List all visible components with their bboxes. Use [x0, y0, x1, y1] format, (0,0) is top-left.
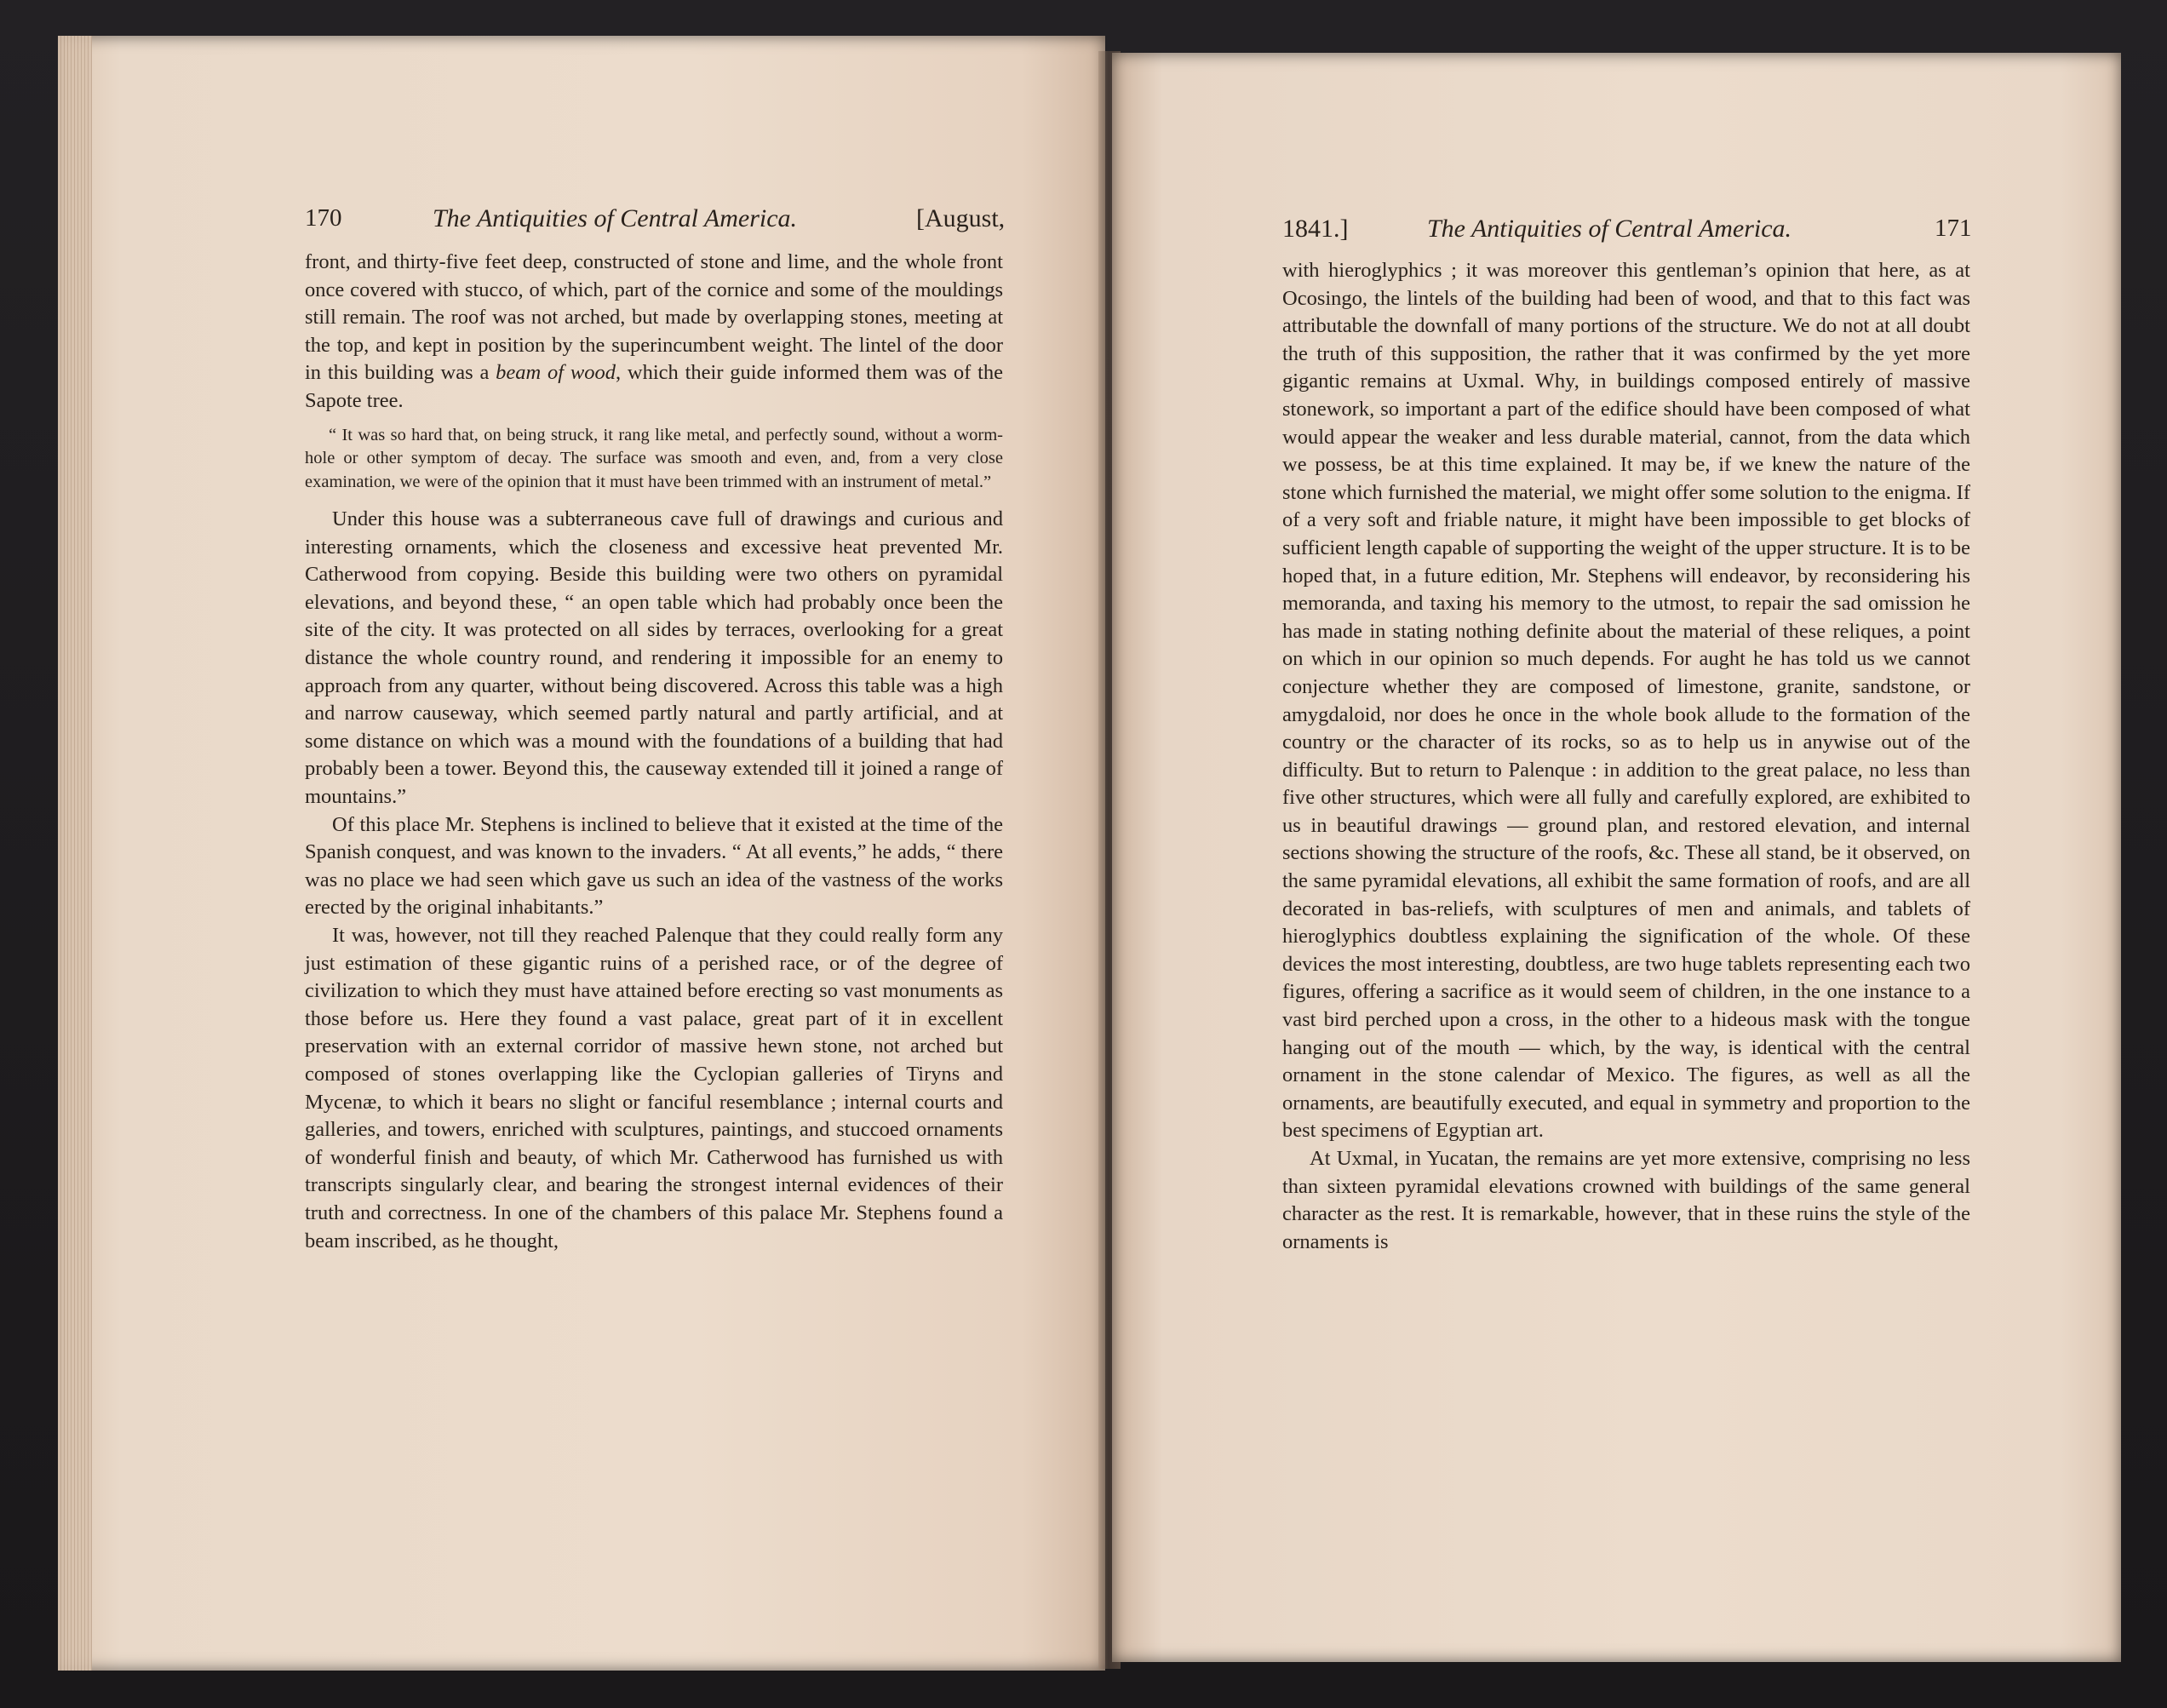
- right-page-number: 171: [1935, 215, 1972, 242]
- right-paragraph-2: At Uxmal, in Yucatan, the remains are yet more extensive, comprising no less than sixteen pyramidal elevations crowned with buildings of the same general character as the rest. It is remarkable, however, that in these ruins the style of the ornaments is: [1282, 1147, 1970, 1253]
- left-paragraph-1: [305, 249, 1003, 416]
- block-quote: [305, 424, 1003, 495]
- left-page: [58, 36, 1105, 1671]
- page-edge-stack: [58, 36, 92, 1671]
- left-paragraph-3: Of this place Mr. Stephens is inclined to believe that it existed at the time of the Spanish conquest, and was known to the invaders. “ At all events,” he adds, “ there was no place we had seen which gave us such an idea of the vastness of the works erected by the original inhabitants.”: [305, 812, 1003, 920]
- left-running-month: [August,: [916, 204, 1006, 232]
- left-page-number: 170: [305, 204, 342, 232]
- quote-text: “ It was so hard that, on being struck, it rang like metal, and perfectly sound, without a worm-hole or other symptom of decay. The surface was smooth and even, and, from a very close examination, we were of the opinion that it must have been trimmed with an instrument of metal.”: [305, 425, 1003, 491]
- left-text-block: [305, 249, 1003, 1255]
- right-running-head: [1282, 215, 1981, 249]
- right-running-year: 1841.]: [1282, 215, 1349, 243]
- left-running-title: The Antiquities of Central America.: [433, 204, 798, 232]
- paragraph-segment: , which their guide informed them was of the Sapote tree.: [305, 361, 1004, 412]
- right-paragraph-1: with hieroglyphics ; it was moreover this gentleman’s opinion that here, as at Ocosingo, the lintels of the building had been of wood, and that to this fact was attributable the downfall of many portions of the structure. We do not at all doubt the truth of this supposition, the rather that it was confirmed by the yet more gigantic remains at Uxmal. Why, in buildings composed entirely of massive stonework, so important a part of the edifice should have been composed of what would appear the weaker and less durable material, cannot, from the data which we possess, be at this time explained. It may be, if we knew the nature of the stone which furnished the material, we might offer some solution to the enigma. If of a very soft and friable nature, it might have been impossible to get blocks of sufficient length capable of supporting the weight of the upper structure. It is to be hoped that, in a future edition, Mr. Stephens will endeavor, by reconsidering his memoranda, and taxing his memory to the utmost, to repair the sad omission he has made in stating nothing definite about the material of these reliques, a point on which in our opinion so much depends. For aught he has told us we cannot conjecture whether they are composed of limestone, granite, sandstone, or amygdaloid, nor does he once in the whole book allude to the formation of the country or the character of its rocks, so as to help us in anywise out of the difficulty. But to return to Palenque : in addition to the great palace, no less than five other structures, which were all fully and carefully explored, are exhibited to us in beautiful drawings — ground plan, and restored elevation, and internal sections showing the structure of the roofs, &c. These all stand, be it observed, on the same pyramidal elevations, all exhibit the same formation of roofs, and are all decorated in bas-reliefs, with sculptures of men and animals, and tablets of hieroglyphics doubtless explaining the signification of the whole. Of these devices the most interesting, doubtless, are two huge tablets representing each two figures, offering a sacrifice as it would seem of children, in the one instance to a vast bird perched upon a cross, in the other to a hideous mask with the tongue hanging out of the mouth — which, by the way, is identical with the central ornament in the stone calendar of Mexico. The figures, as well as all the ornaments, are beautifully executed, and equal in symmetry and proportion to the best specimens of Egyptian art.: [1282, 259, 1970, 1143]
- italic-phrase: beam of wood: [496, 361, 616, 385]
- right-text-block: [1282, 257, 1970, 1256]
- left-paragraph-4: It was, however, not till they reached Palenque that they could really form any just estimation of these gigantic ruins of a perished race, or of the degree of civilization to which they must have attained before erecting so vast monuments as those before us. Here they found a vast palace, great part of it in excellent preservation with an external corridor of massive hewn stone, not arched but composed of stones overlapping like the Cyclopian galleries of Tiryns and Mycenæ, to which it bears no slight or fanciful resemblance ; internal courts and galleries, and towers, enriched with sculptures, paintings, and stuccoed ornaments of wonderful finish and beauty, of which Mr. Catherwood has furnished us with transcripts singularly clear, and bearing the strongest internal evidences of their truth and correctness. In one of the chambers of this palace Mr. Stephens found a beam inscribed, as he thought,: [305, 923, 1003, 1252]
- left-paragraph-2: Under this house was a subterraneous cave full of drawings and curious and interesting ornaments, which the closeness and excessive heat prevented Mr. Catherwood from copying. Beside this building were two others on pyramidal elevations, and beyond these, “ an open table which had probably once been the site of the city. It was protected on all sides by terraces, overlooking for a great distance the whole country round, and rendering it impossible for an enemy to approach from any quarter, without being discovered. Across this table was a high and narrow causeway, which seemed partly natural and partly artificial, and at some distance on which was a mound with the foundations of a building that had probably been a tower. Beyond this, the causeway extended till it joined a range of mountains.”: [305, 507, 1003, 808]
- paragraph-segment: front, and thirty-five feet deep, constructed of stone and lime, and the whole front once covered with stucco, of which, part of the cornice and some of the mouldings still remain. The roof was not arched, but made by overlapping stones, meeting at the top, and kept in position by the superincumbent weight. The lintel of the door in this building was a: [305, 250, 1003, 385]
- right-running-title: The Antiquities of Central America.: [1427, 215, 1792, 243]
- left-running-head: [305, 204, 1020, 238]
- right-page: [1112, 53, 2121, 1662]
